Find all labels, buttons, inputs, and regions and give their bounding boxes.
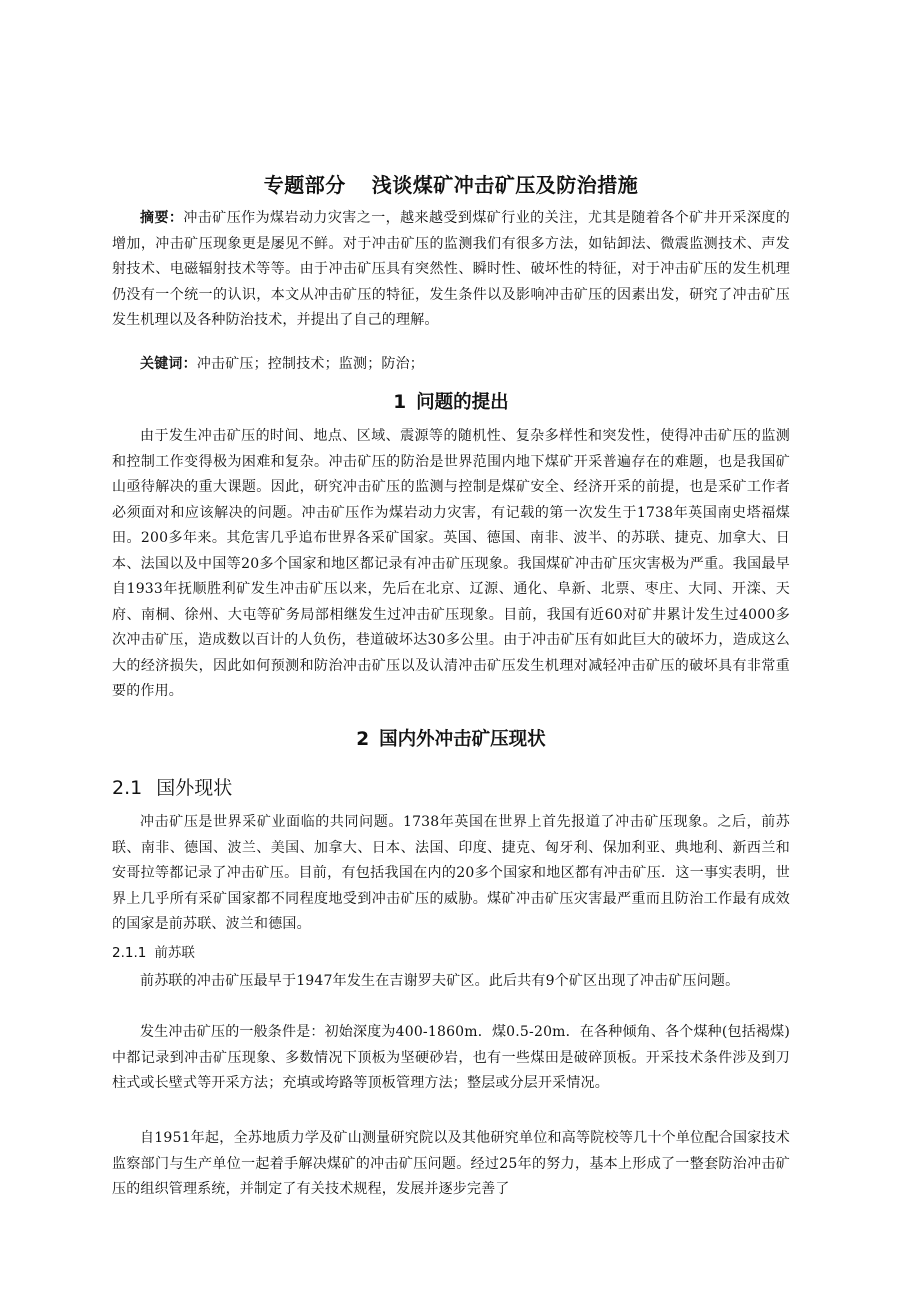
section-2-1-1-paragraph-3: 自1951年起，全苏地质力学及矿山测量研究院以及其他研究单位和高等院校等几十个单位配合国家技术监察部门与生产单位一起着手解决煤矿的冲击矿压问题。经过25年的努力，基本上形成了一整套防治冲击矿压的组织管理系统，并制定了有关技术规程，发展并逐步完善了 xyxy=(112,1130,790,1197)
section-2-1-paragraph: 冲击矿压是世界采矿业面临的共同问题。1738年英国在世界上首先报道了冲击矿压现象。之后，前苏联、南非、德国、波兰、美国、加拿大、日本、法国、印度、捷克、匈牙利、保加利亚、典地利、新西兰和安哥拉等都记录了冲击矿压。目前，有包括我国在内的20多个国家和地区都有冲击矿压．这一事实表明，世界上几乎所有采矿国家都不同程度地受到冲击矿压的威胁。煤矿冲击矿压灾害最严重而且防治工作最有成效的国家是前苏联、波兰和德国。 xyxy=(112,814,790,932)
section-1-number: 1 xyxy=(393,392,407,413)
keywords-text: 冲击矿压；控制技术；监测；防治； xyxy=(196,356,425,372)
section-2-title: 国内外冲击矿压现状 xyxy=(379,729,546,750)
section-1-paragraph: 由于发生冲击矿压的时间、地点、区域、震源等的随机性、复杂多样性和突发性，使得冲击矿压的监测和控制工作变得极为困难和复杂。冲击矿压的防治是世界范围内地下煤矿开采普遍存在的难题，也是我国矿山亟待解决的重大课题。因此，研究冲击矿压的监测与控制是煤矿安全、经济开采的前提，也是采矿工作者必须面对和应该解决的问题。冲击矿压作为煤岩动力灾害，有记载的第一次发生于1738年英国南史塔福煤田。200多年来。其危害几乎追布世界各采矿国家。英国、德国、南非、波半、的苏联、捷克、加拿大、日本、法国以及中国等20多个国家和地区都记录有冲击矿压现象。我国煤矿冲击矿压灾害极为严重。我国最早自1933年抚顺胜利矿发生冲击矿压以来，先后在北京、辽源、通化、阜新、北票、枣庄、大同、开滦、天府、南桐、徐州、大屯等矿务局部相继发生过冲击矿压现象。目前，我国有近60对矿井累计发生过4000多次冲击矿压，造成数以百计的人负伤，巷道破坏达30多公里。由于冲击矿压有如此巨大的破坏力，造成这么大的经济损失，因此如何预测和防治冲击矿压以及认清冲击矿压发生机理对减轻冲击矿压的破坏具有非常重要的作用。 xyxy=(112,428,790,699)
section-2-1-1-paragraph-1: 前苏联的冲击矿压最早于1947年发生在吉谢罗夫矿区。此后共有9个矿区出现了冲击矿压问题。 xyxy=(140,973,740,989)
section-2-1-1-number: 2.1.1 xyxy=(112,945,147,961)
section-2-1-1-heading xyxy=(112,941,195,966)
keywords-paragraph xyxy=(112,352,790,378)
document-title xyxy=(112,170,790,200)
section-1-title: 问题的提出 xyxy=(416,392,509,413)
section-1-heading xyxy=(112,388,790,418)
keywords-label: 关键词： xyxy=(140,356,197,372)
title-main: 浅谈煤矿冲击矿压及防治措施 xyxy=(371,173,639,197)
abstract-label: 摘要： xyxy=(140,210,184,226)
section-2-number: 2 xyxy=(356,729,370,750)
section-2-1-1-title: 前苏联 xyxy=(154,945,195,961)
abstract-text: 冲击矿压作为煤岩动力灾害之一，越来越受到煤矿行业的关注，尤其是随着各个矿井开采深度的增加，冲击矿压现象更是屡见不鲜。对于冲击矿压的监测我们有很多方法，如钻卸法、微震监测技术、声发射技术、电磁辐射技术等等。由于冲击矿压具有突然性、瞬时性、破坏性的特征，对于冲击矿压的发生机理仍没有一个统一的认识，本文从冲击矿压的特征，发生条件以及影响冲击矿压的因素出发，研究了冲击矿压发生机理以及各种防治技术，并提出了自己的理解。 xyxy=(112,210,790,328)
title-part-label: 专题部分 xyxy=(263,173,346,197)
section-2-heading xyxy=(112,725,790,755)
section-2-1-1-paragraph-2: 发生冲击矿压的一般条件是：初始深度为400-1860m．煤0.5-20m．在各种倾角、各个煤种(包括褐煤)中都记录到冲击矿压现象、多数情况下顶板为坚硬砂岩，也有一些煤田是破碎顶板。开采技术条件涉及到刀柱式或长壁式等开采方法；充填或垮路等顶板管理方法；整层或分层开采情况。 xyxy=(112,1024,790,1091)
section-2-1-title: 国外现状 xyxy=(156,777,233,799)
abstract-paragraph xyxy=(112,206,790,334)
section-2-1-heading xyxy=(112,773,232,803)
section-2-1-number: 2.1 xyxy=(112,777,143,799)
